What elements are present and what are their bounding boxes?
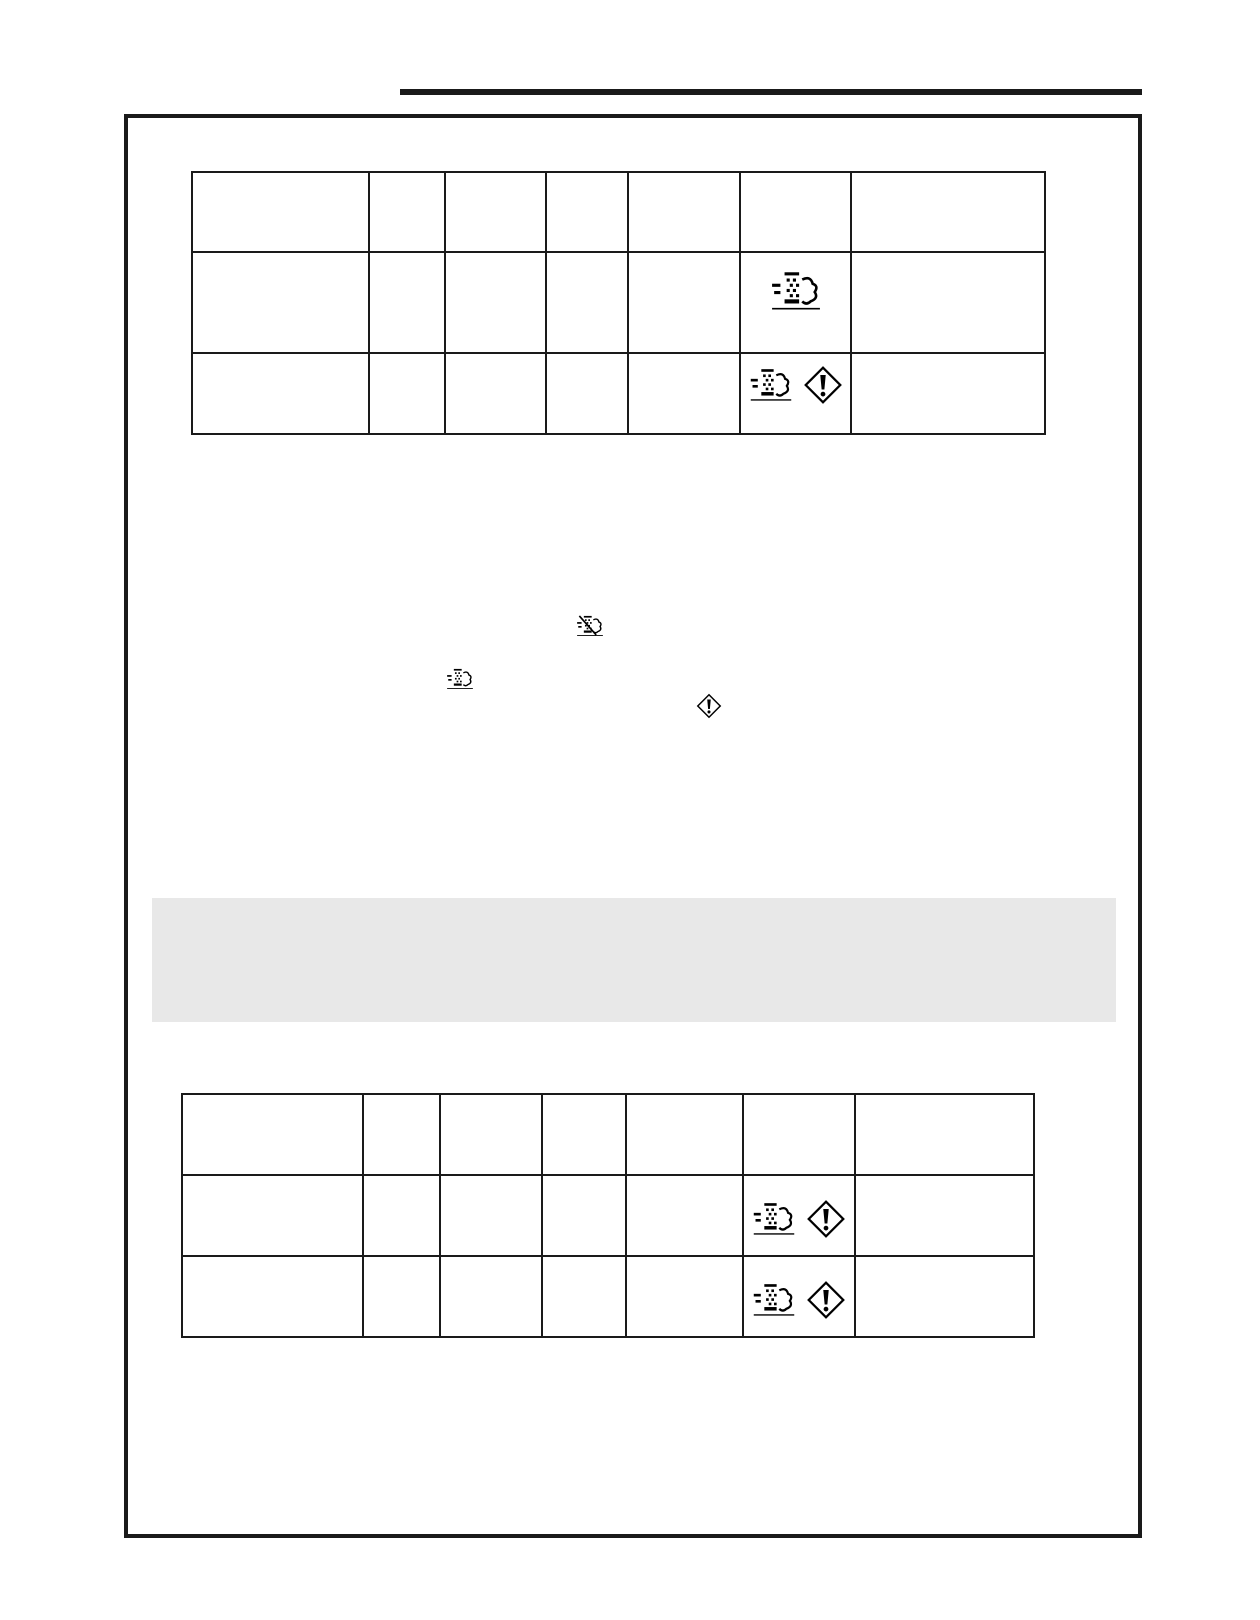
indicator-icon-group [749, 365, 843, 405]
table-cell [851, 353, 1045, 434]
indicator-cell [740, 252, 851, 353]
dpf-regeneration-inhibit-icon [576, 614, 604, 638]
table-row [192, 252, 1045, 353]
indicator-icon-group [752, 1199, 846, 1239]
header-cell [851, 172, 1045, 252]
note-box [152, 898, 1116, 1022]
indicator-table-1 [191, 171, 1046, 435]
table-header-row [182, 1094, 1034, 1175]
table-row [192, 353, 1045, 434]
indicator-icon-group [752, 1280, 846, 1320]
table-cell [628, 353, 740, 434]
header-cell [440, 1094, 542, 1175]
table-cell [369, 353, 445, 434]
table-header-row [192, 172, 1045, 252]
table-row [182, 1175, 1034, 1256]
table-cell [542, 1175, 626, 1256]
table-cell [363, 1175, 440, 1256]
table-cell [546, 252, 628, 353]
table-cell [626, 1256, 743, 1337]
table-cell [192, 252, 369, 353]
table-cell [626, 1175, 743, 1256]
engine-warning-icon [803, 365, 843, 405]
table-cell [542, 1256, 626, 1337]
header-cell [743, 1094, 855, 1175]
table-cell [855, 1256, 1034, 1337]
table-row [182, 1256, 1034, 1337]
table-cell [192, 353, 369, 434]
dpf-regeneration-icon [446, 667, 474, 691]
indicator-cell [743, 1256, 855, 1337]
header-cell [855, 1094, 1034, 1175]
engine-warning-icon [806, 1280, 846, 1320]
dpf-regeneration-icon [752, 1201, 796, 1237]
header-cell [192, 172, 369, 252]
header-cell [626, 1094, 743, 1175]
table-cell [546, 353, 628, 434]
header-cell [628, 172, 740, 252]
header-cell [445, 172, 546, 252]
header-cell [363, 1094, 440, 1175]
table-cell [440, 1256, 542, 1337]
table-cell [182, 1256, 363, 1337]
table-cell [363, 1256, 440, 1337]
indicator-table-2 [181, 1093, 1035, 1338]
dpf-regeneration-icon [749, 367, 793, 403]
header-cell [542, 1094, 626, 1175]
header-rule [400, 89, 1142, 95]
engine-warning-icon [696, 693, 722, 719]
indicator-cell [743, 1175, 855, 1256]
header-cell [182, 1094, 363, 1175]
header-cell [740, 172, 851, 252]
table-cell [182, 1175, 363, 1256]
engine-warning-icon [806, 1199, 846, 1239]
indicator-cell [740, 353, 851, 434]
table-cell [628, 252, 740, 353]
table-cell [851, 252, 1045, 353]
dpf-regeneration-icon [752, 1282, 796, 1318]
table-cell [445, 353, 546, 434]
header-cell [546, 172, 628, 252]
table-cell [855, 1175, 1034, 1256]
dpf-regeneration-icon [770, 270, 822, 312]
header-cell [369, 172, 445, 252]
table-cell [440, 1175, 542, 1256]
table-cell [445, 252, 546, 353]
table-cell [369, 252, 445, 353]
